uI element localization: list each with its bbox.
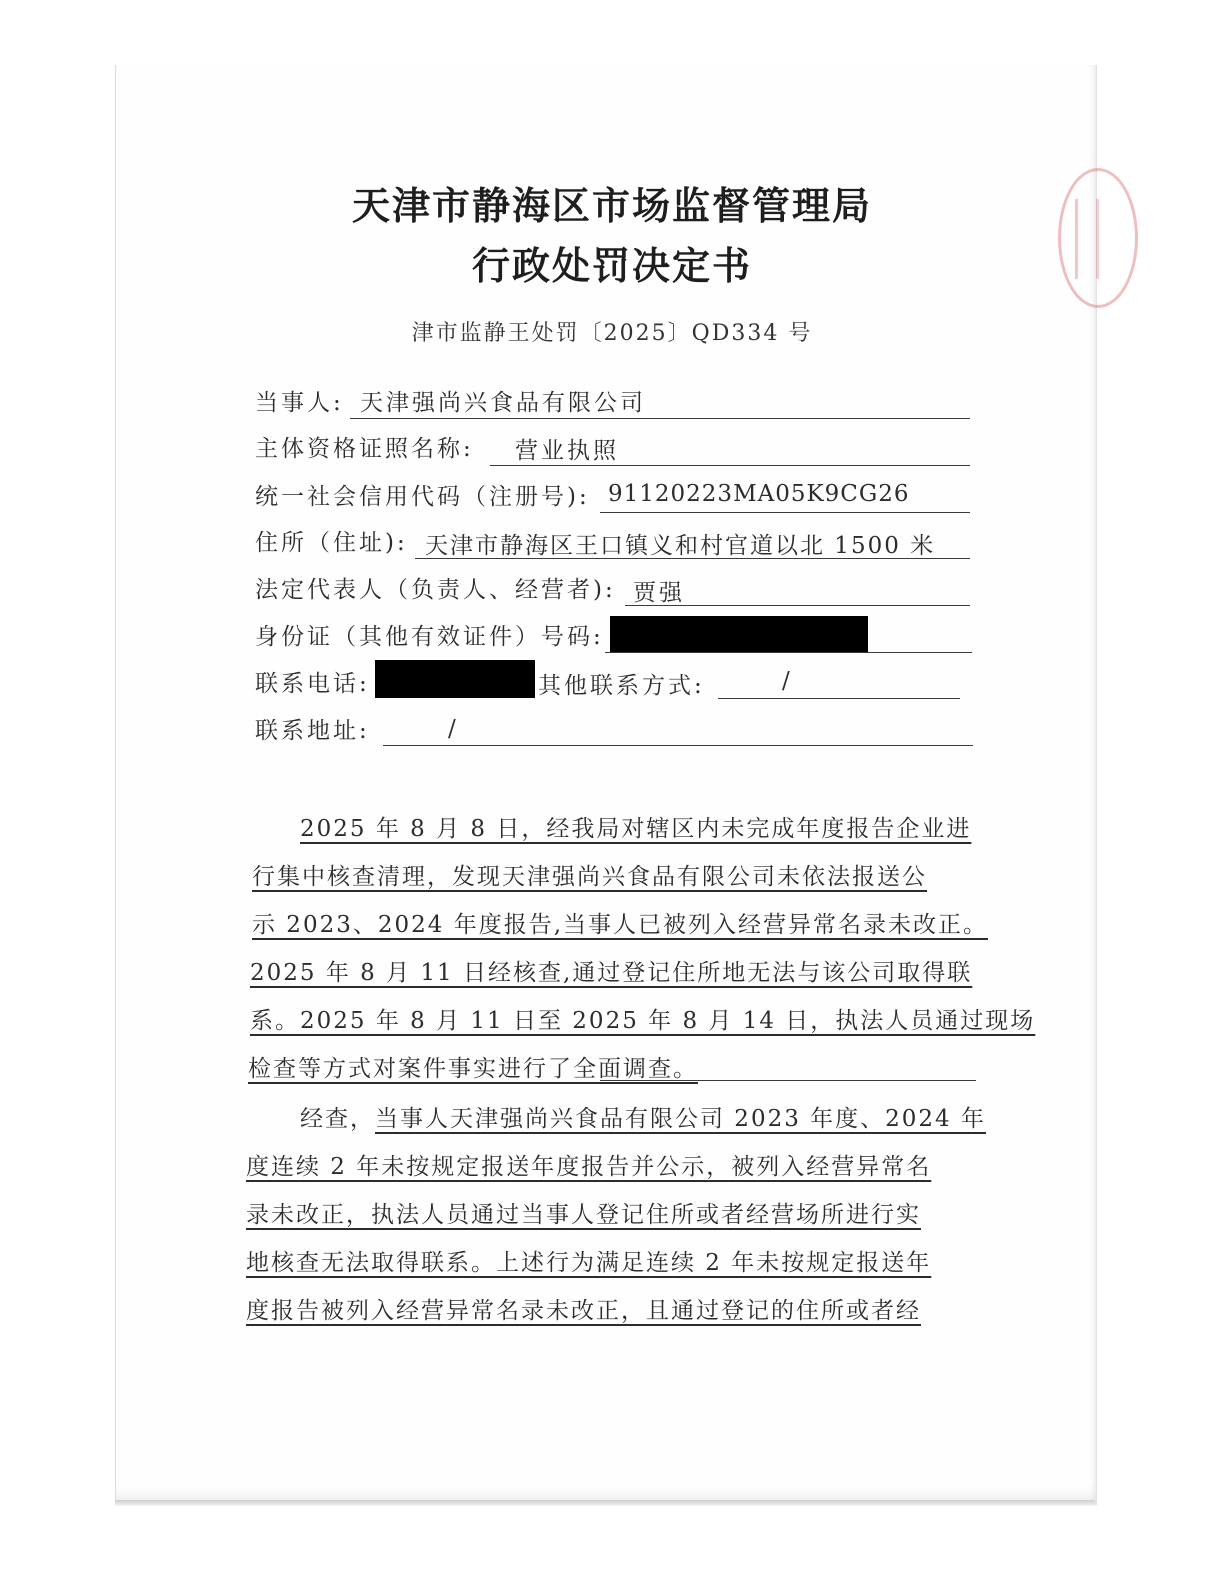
paragraph1-trailing-underline bbox=[600, 1080, 976, 1081]
contact-address-value: / bbox=[448, 716, 459, 742]
paragraph2-line1-text: 当事人天津强尚兴食品有限公司 2023 年度、2024 年 bbox=[375, 1106, 986, 1132]
party-label: 当事人: bbox=[255, 390, 344, 416]
address-underline bbox=[415, 558, 970, 559]
phone-redaction-block bbox=[375, 660, 535, 698]
legal-rep-underline bbox=[625, 605, 970, 606]
document-number: 津市监静王处罚〔2025〕QD334 号 bbox=[411, 321, 813, 346]
paragraph2-lead: 经查， bbox=[300, 1106, 375, 1132]
paragraph1-line4: 2025 年 8 月 11 日经核查,通过登记住所地无法与该公司取得联 bbox=[250, 960, 973, 986]
document-title-type: 行政处罚决定书 bbox=[471, 243, 752, 288]
contact-address-underline bbox=[383, 745, 973, 746]
contact-address-label: 联系地址: bbox=[255, 718, 370, 744]
other-contact-label: 其他联系方式: bbox=[538, 673, 705, 699]
other-contact-value: / bbox=[782, 668, 793, 694]
credit-code-label: 统一社会信用代码（注册号): bbox=[255, 484, 590, 510]
document-title-agency: 天津市静海区市场监督管理局 bbox=[351, 183, 872, 228]
party-field bbox=[255, 384, 344, 418]
party-value: 天津强尚兴食品有限公司 bbox=[360, 390, 646, 416]
address-label: 住所（住址): bbox=[255, 530, 408, 556]
party-underline bbox=[350, 418, 970, 419]
paragraph2-line3: 录未改正，执法人员通过当事人登记住所或者经营场所进行实 bbox=[246, 1202, 921, 1228]
license-label: 主体资格证照名称: bbox=[255, 436, 474, 462]
license-field bbox=[255, 430, 474, 464]
credit-code-underline bbox=[600, 512, 970, 513]
contact-address-field bbox=[255, 712, 370, 746]
paragraph2-line2: 度连续 2 年未按规定报送年度报告并公示，被列入经营异常名 bbox=[246, 1154, 932, 1180]
legal-rep-field bbox=[255, 571, 616, 605]
license-underline bbox=[490, 465, 970, 466]
id-redaction-block bbox=[610, 616, 868, 652]
id-field bbox=[255, 618, 604, 652]
id-underline bbox=[605, 652, 972, 653]
paragraph1-line5: 系。2025 年 8 月 11 日至 2025 年 8 月 14 日，执法人员通过现场 bbox=[250, 1008, 1036, 1034]
other-contact-underline bbox=[718, 698, 960, 699]
legal-rep-value: 贾强 bbox=[633, 580, 685, 606]
paragraph1-line3: 示 2023、2024 年度报告,当事人已被列入经营异常名录未改正。 bbox=[252, 912, 988, 938]
paragraph1-line2: 行集中核查清理，发现天津强尚兴食品有限公司未依法报送公 bbox=[252, 864, 927, 890]
paragraph2-line1 bbox=[300, 1100, 986, 1133]
address-field bbox=[255, 524, 408, 558]
paper-bottom-edge bbox=[115, 1500, 1095, 1506]
credit-code-value: 91120223MA05K9CG26 bbox=[608, 481, 910, 507]
license-value: 营业执照 bbox=[515, 438, 619, 464]
address-value: 天津市静海区王口镇义和村官道以北 1500 米 bbox=[425, 533, 936, 559]
legal-rep-label: 法定代表人（负责人、经营者): bbox=[255, 577, 616, 603]
paragraph2-line5: 度报告被列入经营异常名录未改正，且通过登记的住所或者经 bbox=[246, 1298, 921, 1324]
paragraph2-line4: 地核查无法取得联系。上述行为满足连续 2 年未按规定报送年 bbox=[246, 1250, 932, 1276]
phone-label: 联系电话: bbox=[255, 671, 370, 697]
id-label: 身份证（其他有效证件）号码: bbox=[255, 624, 604, 650]
credit-code-field bbox=[255, 478, 590, 512]
paragraph1-line6: 检查等方式对案件事实进行了全面调查。 bbox=[248, 1056, 698, 1082]
phone-field bbox=[255, 665, 370, 699]
paragraph1-line1: 2025 年 8 月 8 日，经我局对辖区内未完成年度报告企业进 bbox=[300, 816, 972, 842]
